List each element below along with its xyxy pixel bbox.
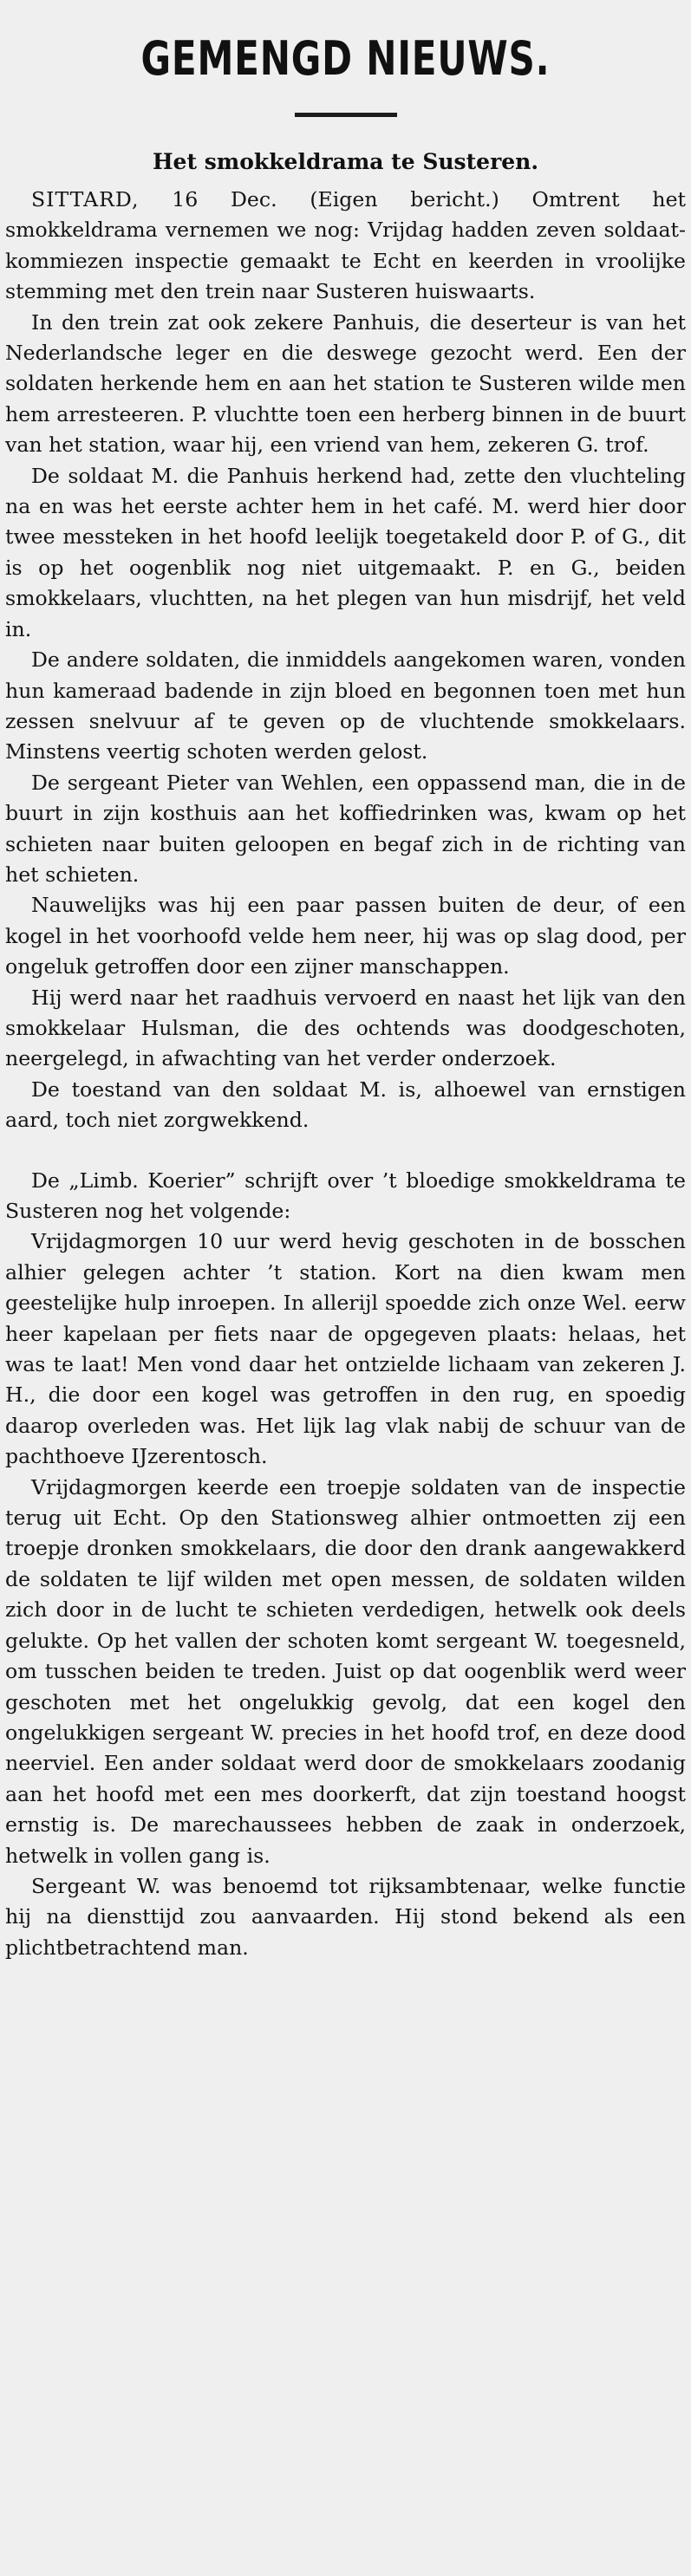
dateline-place: SITTARD,	[31, 187, 140, 211]
dateline-text: 16 Dec. (Eigen bericht.) Omtrent het smokkeldrama vernemen we nog: Vrijdag hadden zeven soldaat-kommiezen inspectie gemaakt te Echt en keerden in vroolijke stemming met den trein naar Susteren huiswaarts.	[5, 187, 687, 304]
article-body	[5, 185, 686, 1963]
quoted-paragraph-0: De „Limb. Koerier” schrijft over ’t bloedige smokkeldrama te Susteren nog het volgende:	[5, 1168, 686, 1223]
article-paragraph-4: De sergeant Pieter van Wehlen, een oppassend man, die in de buurt in zijn kosthuis aan het koffiedrinken was, kwam op het schieten naar buiten geloopen en begaf zich in de richting van het schieten.	[5, 770, 686, 887]
section-divider	[295, 113, 397, 117]
article-title: Het smokkeldrama te Susteren.	[152, 149, 539, 174]
quoted-paragraph-3: Sergeant W. was benoemd tot rijksambtenaar, welke functie hij na diensttijd zou aanvaarden. Hij stond bekend als een plichtbetrachtend man.	[5, 1873, 686, 1960]
article-paragraph-5: Nauwelijks was hij een paar passen buiten de deur, of een kogel in het voorhoofd velde hem neer, hij was op slag dood, per ongeluk getroffen door een zijner manschappen.	[5, 893, 686, 979]
quoted-paragraph-1: Vrijdagmorgen 10 uur werd hevig geschoten in de bosschen alhier gelegen achter ’t station. Kort na dien kwam men geestelijke hulp inroepen. In allerijl spoedde zich onze Wel. eerw heer kapelaan per fiets naar de opgegeven plaats: helaas, het was te laat! Men vond daar het ontzielde lichaam van zekeren J. H., die door een kogel was getroffen in den rug, en spoedig daarop overleden was. Het lijk lag vlak nabij de schuur van de pachthoeve IJzerentosch.	[5, 1229, 686, 1469]
section-title: GEMENGD NIEUWS.	[140, 31, 551, 86]
article-paragraph-0	[5, 185, 686, 308]
section-header	[5, 0, 686, 86]
article-paragraph-1: In den trein zat ook zekere Panhuis, die deserteur is van het Nederlandsche leger en die deswege gezocht werd. Een der soldaten herkende hem en aan het station te Susteren wilde men hem arresteeren. P. vluchtte toen een herberg binnen in de buurt van het station, waar hij, een vriend van hem, zekeren G. trof.	[5, 309, 686, 458]
article-paragraph-2: De soldaat M. die Panhuis herkend had, zette den vluchteling na en was het eerste achter hem in het café. M. werd hier door twee messteken in het hoofd leelijk toegetakeld door P. of G., dit is op het oogenblik nog niet uitgemaakt. P. en G., beiden smokkelaars, vluchtten, na het plegen van hun misdrijf, het veld in.	[5, 463, 686, 641]
article-paragraph-6: Hij werd naar het raadhuis vervoerd en naast het lijk van den smokkelaar Hulsman, die des ochtends was doodgeschoten, neergelegd, in afwachting van het verder onderzoek.	[5, 985, 686, 1071]
section-gap	[5, 1136, 686, 1166]
quoted-paragraph-2: Vrijdagmorgen keerde een troepje soldaten van de inspectie terug uit Echt. Op den Stationsweg alhier ontmoetten zij een troepje dronken smokkelaars, die door den drank aangewakkerd de soldaten te lijf wilden met open messen, de soldaten wilden zich door in de lucht te schieten verdedigen, hetwelk ook deels gelukte. Op het vallen der schoten komt sergeant W. toegesneld, om tusschen beiden te treden. Juist op dat oogenblik werd weer geschoten met het ongelukkig gevolg, dat een kogel den ongelukkigen sergeant W. precies in het hoofd trof, en deze dood neerviel. Een ander soldaat werd door de smokkelaars zoodanig aan het hoofd met een mes doorkerft, dat zijn toestand hoogst ernstig is. De marechaussees hebben de zaak in onderzoek, hetwelk in vollen gang is.	[5, 1474, 686, 1868]
article-paragraph-3: De andere soldaten, die inmiddels aangekomen waren, vonden hun kameraad badende in zijn bloed en begonnen toen met hun zessen snelvuur af te geven op de vluchtende smokkelaars. Minstens veertig schoten werden gelost.	[5, 647, 686, 764]
article-paragraph-7: De toestand van den soldaat M. is, alhoewel van ernstigen aard, toch niet zorgwekkend.	[5, 1077, 686, 1133]
